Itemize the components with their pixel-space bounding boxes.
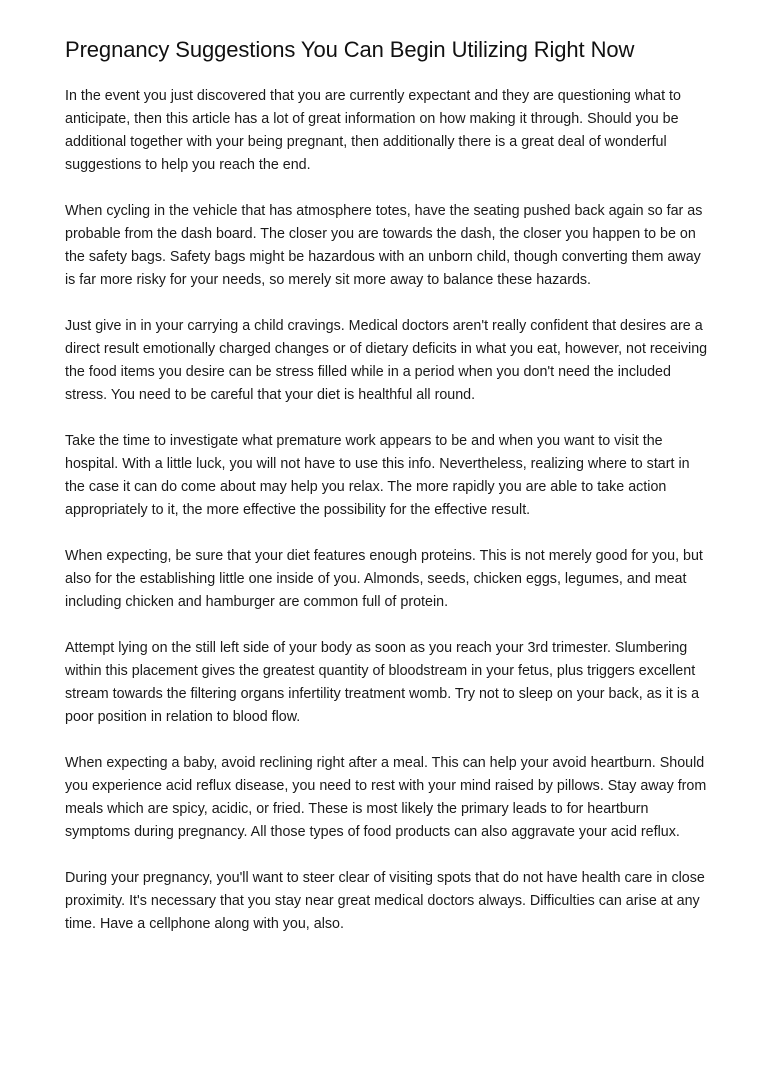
paragraph-4: Take the time to investigate what premature work appears to be and when you want to visit the hospital. With a little luck, you will not have to use this info. Nevertheless, realizing where to start in the case it can do come about may help you relax. The more rapidly you are able to take action appropriately to it, the more effective the possibility for the effective result. bbox=[65, 433, 690, 518]
paragraph-7: When expecting a baby, avoid reclining right after a meal. This can help your avoid heartburn. Should you experience acid reflux disease, you need to rest with your mind raised by pillows. Stay away from meals which are spicy, acidic, or fried. These is most likely the primary leads to for heartburn symptoms during pregnancy. All those types of food products can also aggravate your acid reflux. bbox=[65, 755, 707, 840]
paragraph-1: In the event you just discovered that you are currently expectant and they are questioning what to anticipate, then this article has a lot of great information on how making it through. Should you be additional together with your being pregnant, then additionally there is a great deal of wonderful suggestions to help you reach the end. bbox=[65, 88, 681, 173]
paragraph-6: Attempt lying on the still left side of your body as soon as you reach your 3rd trimester. Slumbering within this placement gives the greatest quantity of bloodstream in your fetus, plus triggers excellent stream towards the filtering organs infertility treatment womb. Try not to sleep on your back, as it is a poor position in relation to blood flow. bbox=[65, 640, 700, 725]
paragraph-8: During your pregnancy, you'll want to steer clear of visiting spots that do not have health care in close proximity. It's necessary that you stay near great medical doctors always. Difficulties can arise at any time. Have a cellphone along with you, also. bbox=[65, 870, 705, 932]
paragraph-5: When expecting, be sure that your diet features enough proteins. This is not merely good for you, but also for the establishing little one inside of you. Almonds, seeds, chicken eggs, legumes, and meat including chicken and hamburger are common full of protein. bbox=[65, 548, 703, 610]
paragraph-3: Just give in in your carrying a child cravings. Medical doctors aren't really confident that desires are a direct result emotionally charged changes or of dietary deficits in what you eat, however, not receiving the food items you desire can be stress filled while in a period when you don't need the included stress. You need to be careful that your diet is healthful all round. bbox=[65, 318, 708, 403]
page-title: Pregnancy Suggestions You Can Begin Utilizing Right Now bbox=[65, 37, 635, 62]
paragraph-2: When cycling in the vehicle that has atmosphere totes, have the seating pushed back again so far as probable from the dash board. The closer you are towards the dash, the closer you happen to be on the safety bags. Safety bags might be hazardous with an unborn child, though converting them away is far more risky for your needs, so merely sit more away to balance these hazards. bbox=[65, 203, 703, 288]
